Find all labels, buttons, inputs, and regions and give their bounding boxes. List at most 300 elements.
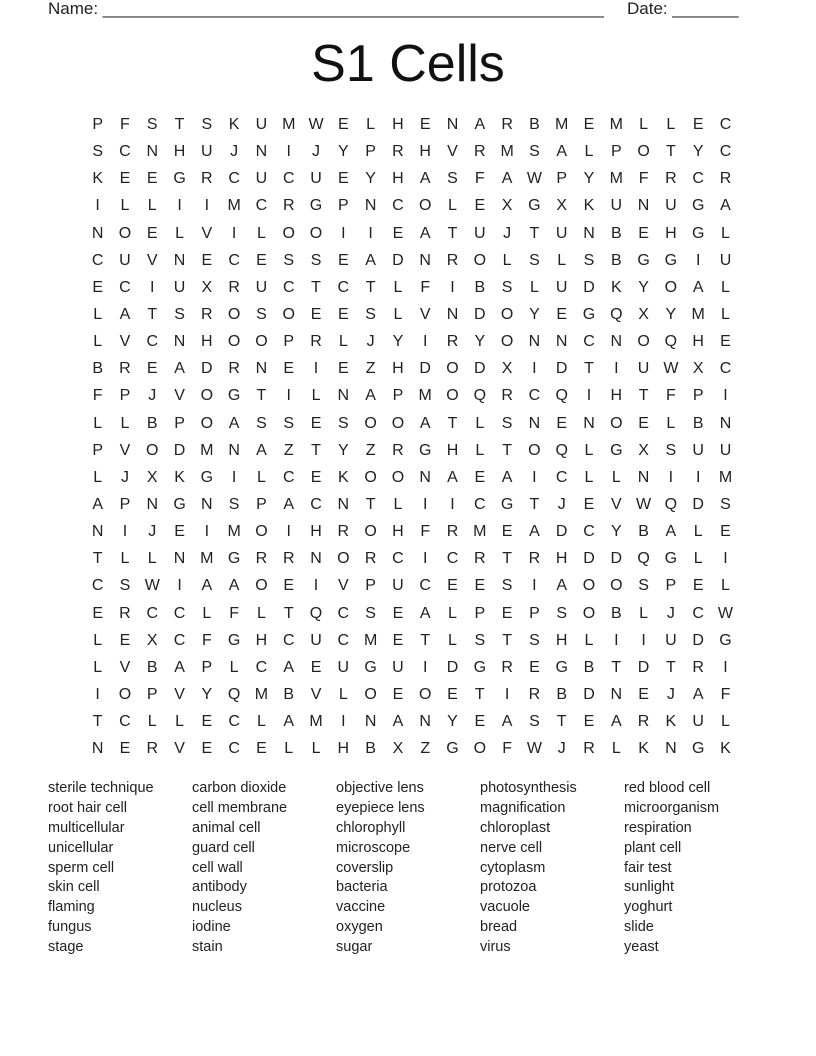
grid-letter: K — [337, 468, 349, 486]
grid-letter: R — [446, 333, 459, 351]
grid-letter: L — [693, 550, 703, 568]
grid-letter: M — [363, 631, 378, 649]
grid-letter: L — [120, 550, 130, 568]
grid-letter: M — [500, 143, 514, 161]
grid-letter: R — [228, 360, 240, 378]
grid-letter: G — [719, 631, 732, 649]
grid-letter: D — [474, 305, 486, 323]
grid-letter: M — [473, 523, 487, 541]
grid-letter: E — [92, 278, 103, 296]
grid-letter: G — [227, 550, 241, 568]
grid-letter: B — [556, 685, 568, 703]
grid-letter: M — [609, 116, 623, 133]
grid-letter: E — [638, 685, 649, 703]
grid-letter: I — [286, 387, 291, 405]
grid-letter: K — [638, 740, 649, 758]
grid-letter: A — [419, 414, 431, 432]
grid-letter: S — [501, 414, 513, 432]
grid-letter: P — [337, 197, 349, 215]
grid-letter: R — [310, 333, 322, 351]
grid-letter: D — [474, 360, 486, 378]
grid-letter: E — [256, 740, 267, 758]
grid-letter: E — [310, 468, 322, 486]
grid-letter: A — [119, 305, 131, 323]
grid-letter: O — [282, 224, 295, 242]
grid-letter: L — [611, 740, 621, 758]
grid-letter: L — [284, 740, 294, 758]
word-list-item: stage — [48, 939, 84, 956]
grid-letter: H — [392, 116, 404, 133]
grid-letter: V — [119, 441, 131, 459]
grid-letter: E — [119, 631, 131, 649]
grid-letter: C — [446, 550, 459, 568]
grid-letter: N — [637, 197, 650, 215]
grid-letter: S — [529, 143, 540, 161]
grid-letter: D — [610, 550, 623, 568]
name-field-label: Name: _____________________________________________________ — [48, 0, 604, 18]
grid-letter: H — [610, 387, 623, 405]
grid-letter: C — [282, 170, 295, 188]
grid-letter: I — [95, 685, 100, 703]
word-list-item: eyepiece lens — [336, 799, 425, 816]
grid-letter: R — [528, 685, 541, 703]
grid-letter: V — [119, 333, 131, 351]
grid-letter: E — [310, 414, 322, 432]
grid-letter: N — [419, 468, 431, 486]
grid-letter: E — [310, 658, 322, 676]
grid-letter: S — [337, 414, 349, 432]
grid-letter: N — [310, 550, 322, 568]
grid-letter: I — [95, 197, 100, 215]
grid-letter: U — [719, 251, 732, 269]
grid-letter: U — [392, 658, 404, 676]
word-list-item: sperm cell — [48, 859, 115, 876]
grid-letter: F — [229, 604, 240, 622]
grid-letter: L — [93, 658, 103, 676]
grid-letter: J — [666, 604, 675, 622]
grid-letter: E — [501, 523, 513, 541]
grid-letter: I — [450, 278, 455, 296]
grid-letter: G — [227, 631, 241, 649]
grid-row — [84, 328, 739, 355]
grid-letter: R — [119, 604, 131, 622]
grid-letter: L — [147, 550, 157, 568]
grid-letter: U — [474, 224, 486, 242]
grid-letter: X — [692, 360, 704, 378]
grid-letter: L — [338, 685, 348, 703]
word-list-column — [480, 779, 624, 958]
grid-letter: S — [119, 577, 131, 595]
grid-letter: L — [120, 414, 130, 432]
grid-letter: T — [92, 550, 103, 568]
grid-letter: R — [474, 550, 486, 568]
grid-letter: B — [638, 523, 649, 541]
grid-letter: O — [664, 278, 678, 296]
grid-letter: Z — [420, 740, 431, 758]
grid-letter: U — [310, 170, 322, 188]
word-list-column — [48, 779, 192, 958]
grid-letter: A — [365, 387, 376, 405]
word-list-item: oxygen — [336, 919, 383, 936]
grid-letter: V — [174, 685, 185, 703]
grid-letter: D — [692, 495, 704, 513]
grid-letter: B — [610, 604, 622, 622]
grid-letter: O — [500, 305, 514, 323]
grid-letter: J — [366, 333, 375, 351]
grid-letter: U — [692, 441, 704, 459]
grid-letter: L — [393, 278, 403, 296]
grid-row — [84, 355, 739, 382]
grid-letter: U — [310, 631, 322, 649]
word-list-item: sugar — [336, 939, 373, 956]
grid-letter: A — [419, 604, 431, 622]
grid-letter: F — [420, 523, 431, 541]
grid-letter: A — [529, 523, 540, 541]
grid-letter: E — [119, 740, 131, 758]
grid-letter: D — [637, 658, 650, 676]
grid-letter: L — [666, 414, 676, 432]
grid-letter: V — [146, 251, 158, 269]
grid-letter: L — [393, 495, 403, 513]
grid-letter: Z — [283, 441, 294, 459]
letter-grid — [84, 111, 739, 762]
grid-letter: H — [201, 333, 213, 351]
grid-letter: W — [526, 740, 542, 758]
grid-letter: O — [418, 197, 432, 215]
word-list-item: chloroplast — [480, 819, 551, 836]
grid-letter: K — [665, 713, 677, 731]
grid-row — [84, 165, 739, 192]
grid-letter: E — [720, 333, 731, 351]
grid-letter: L — [93, 333, 103, 351]
grid-letter: Y — [529, 305, 540, 323]
grid-letter: I — [532, 577, 537, 595]
grid-letter: T — [283, 604, 294, 622]
grid-letter: E — [474, 713, 486, 731]
grid-letter: C — [146, 604, 159, 622]
word-list-item: slide — [624, 919, 654, 936]
grid-letter: R — [692, 658, 704, 676]
grid-letter: C — [719, 143, 732, 161]
grid-letter: C — [119, 713, 131, 731]
grid-letter: T — [556, 713, 567, 731]
grid-letter: O — [118, 224, 132, 242]
grid-letter: R — [665, 170, 677, 188]
word-list-item: coverslip — [336, 859, 394, 876]
grid-letter: T — [474, 685, 485, 703]
grid-letter: C — [282, 468, 295, 486]
grid-letter: I — [286, 143, 291, 161]
grid-letter: X — [638, 305, 649, 323]
grid-letter: O — [391, 414, 405, 432]
grid-letter: O — [364, 685, 377, 703]
grid-letter: U — [255, 170, 268, 188]
grid-letter: E — [392, 604, 404, 622]
word-list-item: root hair cell — [48, 799, 127, 816]
grid-letter: C — [474, 495, 486, 513]
word-list-item: vacuole — [480, 899, 530, 916]
grid-letter: C — [392, 550, 404, 568]
grid-letter: E — [283, 360, 295, 378]
grid-letter: D — [583, 278, 595, 296]
grid-letter: O — [364, 414, 377, 432]
grid-letter: T — [447, 414, 458, 432]
grid-letter: A — [365, 251, 376, 269]
grid-letter: Y — [665, 305, 677, 323]
grid-letter: O — [337, 550, 350, 568]
grid-letter: F — [420, 278, 431, 296]
grid-letter: C — [555, 468, 568, 486]
grid-letter: R — [392, 441, 404, 459]
grid-letter: A — [392, 713, 404, 731]
grid-letter: C — [310, 495, 322, 513]
grid-letter: J — [120, 468, 129, 486]
grid-letter: I — [177, 197, 182, 215]
grid-letter: E — [201, 740, 213, 758]
grid-letter: S — [228, 495, 240, 513]
grid-letter: P — [92, 441, 103, 459]
word-list-item: photosynthesis — [480, 780, 577, 796]
grid-letter: Q — [610, 305, 623, 323]
grid-letter: T — [256, 387, 267, 405]
grid-letter: P — [119, 495, 131, 513]
grid-letter: F — [201, 631, 212, 649]
grid-letter: R — [501, 658, 513, 676]
grid-row — [84, 247, 739, 274]
grid-letter: A — [283, 658, 295, 676]
grid-letter: M — [254, 685, 269, 703]
grid-letter: E — [146, 360, 158, 378]
grid-letter: E — [447, 685, 458, 703]
grid-letter: R — [501, 116, 513, 133]
grid-letter: S — [283, 251, 295, 269]
grid-letter: C — [719, 360, 732, 378]
grid-letter: H — [392, 170, 404, 188]
grid-letter: N — [146, 143, 159, 161]
grid-letter: T — [420, 631, 431, 649]
grid-letter: O — [582, 577, 596, 595]
grid-letter: C — [282, 631, 295, 649]
grid-letter: K — [228, 116, 240, 133]
grid-letter: L — [584, 143, 594, 161]
grid-letter: R — [583, 740, 595, 758]
grid-letter: N — [583, 224, 595, 242]
grid-letter: N — [255, 360, 268, 378]
grid-letter: C — [146, 333, 159, 351]
grid-letter: Q — [555, 387, 568, 405]
grid-letter: E — [119, 170, 131, 188]
grid-letter: K — [610, 278, 622, 296]
grid-letter: S — [310, 251, 322, 269]
grid-letter: O — [610, 414, 623, 432]
word-list-item: sterile technique — [48, 780, 154, 796]
grid-letter: L — [147, 713, 157, 731]
grid-letter: I — [122, 523, 128, 541]
grid-letter: N — [201, 495, 213, 513]
grid-letter: I — [695, 251, 701, 269]
grid-letter: L — [311, 387, 321, 405]
grid-letter: X — [556, 197, 568, 215]
grid-letter: M — [282, 116, 296, 133]
grid-letter: O — [255, 577, 268, 595]
grid-letter: O — [528, 441, 541, 459]
grid-letter: M — [309, 713, 323, 731]
grid-letter: S — [501, 577, 513, 595]
grid-letter: E — [337, 116, 349, 133]
grid-letter: L — [639, 604, 649, 622]
grid-letter: I — [231, 224, 237, 242]
grid-row — [84, 301, 739, 328]
grid-letter: N — [637, 468, 650, 486]
grid-letter: N — [446, 116, 459, 133]
word-list-item: bacteria — [336, 879, 388, 896]
grid-letter: G — [173, 170, 186, 188]
grid-letter: O — [118, 685, 132, 703]
grid-letter: L — [639, 116, 649, 133]
grid-letter: C — [228, 170, 240, 188]
grid-letter: Y — [365, 170, 376, 188]
grid-letter: E — [256, 251, 267, 269]
grid-letter: R — [446, 251, 459, 269]
grid-letter: V — [310, 685, 322, 703]
grid-row — [84, 192, 739, 219]
grid-letter: H — [665, 224, 677, 242]
grid-letter: E — [337, 360, 349, 378]
grid-letter: B — [146, 658, 158, 676]
grid-letter: U — [665, 197, 677, 215]
grid-letter: U — [665, 631, 677, 649]
grid-letter: P — [365, 143, 376, 161]
grid-letter: D — [583, 550, 595, 568]
word-list-column — [624, 779, 768, 958]
grid-letter: T — [447, 224, 458, 242]
word-list-item: objective lens — [336, 780, 424, 796]
word-list-item: respiration — [624, 819, 692, 836]
grid-letter: N — [583, 414, 595, 432]
grid-letter: R — [446, 523, 459, 541]
grid-letter: E — [556, 414, 568, 432]
grid-letter: A — [501, 170, 513, 188]
grid-letter: U — [255, 278, 268, 296]
grid-letter: H — [392, 360, 404, 378]
grid-letter: L — [256, 604, 266, 622]
grid-letter: A — [501, 468, 513, 486]
grid-letter: R — [201, 170, 213, 188]
grid-letter: J — [230, 143, 239, 161]
grid-letter: N — [528, 414, 541, 432]
grid-letter: D — [392, 251, 404, 269]
word-list-item: microscope — [336, 839, 411, 856]
grid-letter: L — [721, 305, 730, 323]
grid-letter: O — [364, 523, 377, 541]
grid-letter: Q — [227, 685, 241, 703]
grid-letter: Q — [309, 604, 323, 622]
grid-letter: E — [146, 224, 158, 242]
grid-letter: R — [719, 170, 732, 188]
grid-letter: X — [146, 468, 158, 486]
grid-letter: S — [529, 713, 540, 731]
grid-letter: R — [337, 523, 350, 541]
grid-letter: H — [692, 333, 704, 351]
grid-row — [84, 518, 739, 545]
grid-row — [84, 600, 739, 627]
grid-letter: C — [719, 116, 732, 133]
grid-letter: Q — [664, 495, 678, 513]
grid-letter: O — [418, 685, 432, 703]
grid-letter: L — [475, 414, 485, 432]
grid-letter: A — [174, 360, 185, 378]
page-title: S1 Cells — [311, 35, 505, 93]
grid-letter: C — [583, 333, 595, 351]
grid-letter: O — [473, 740, 487, 758]
grid-letter: R — [637, 713, 650, 731]
grid-letter: P — [474, 604, 486, 622]
grid-letter: X — [392, 740, 404, 758]
grid-letter: L — [366, 116, 376, 133]
grid-letter: T — [529, 495, 540, 513]
grid-letter: N — [528, 333, 541, 351]
grid-letter: L — [202, 604, 212, 622]
grid-letter: T — [502, 550, 512, 568]
grid-letter: L — [721, 224, 730, 242]
grid-letter: G — [446, 740, 459, 758]
grid-letter: I — [422, 495, 428, 513]
grid-letter: G — [500, 495, 514, 513]
grid-letter: Y — [583, 170, 595, 188]
grid-letter: B — [92, 360, 103, 378]
grid-row — [84, 111, 739, 138]
grid-letter: N — [610, 685, 623, 703]
grid-letter: S — [146, 116, 158, 133]
grid-letter: W — [308, 116, 324, 133]
grid-letter: F — [474, 170, 485, 188]
grid-letter: A — [665, 523, 677, 541]
grid-letter: O — [582, 604, 596, 622]
grid-row — [84, 382, 739, 409]
grid-letter: W — [144, 577, 160, 595]
grid-letter: E — [392, 631, 404, 649]
grid-letter: G — [418, 441, 432, 459]
grid-letter: G — [691, 740, 705, 758]
grid-letter: I — [313, 577, 319, 595]
grid-letter: G — [227, 387, 241, 405]
grid-letter: T — [611, 658, 622, 676]
grid-letter: F — [720, 685, 731, 703]
grid-letter: Q — [473, 387, 487, 405]
grid-letter: J — [557, 740, 566, 758]
grid-letter: D — [555, 360, 568, 378]
grid-letter: P — [174, 414, 185, 432]
grid-letter: S — [556, 604, 568, 622]
grid-letter: F — [120, 116, 130, 133]
grid-letter: L — [448, 631, 457, 649]
grid-letter: I — [422, 333, 428, 351]
grid-row — [84, 410, 739, 437]
grid-letter: E — [337, 170, 349, 188]
grid-letter: I — [723, 387, 728, 405]
grid-letter: A — [501, 713, 513, 731]
grid-letter: I — [723, 550, 728, 568]
grid-letter: Y — [337, 143, 349, 161]
grid-letter: L — [666, 116, 676, 133]
grid-letter: N — [173, 333, 186, 351]
grid-letter: A — [92, 495, 103, 513]
grid-letter: T — [147, 305, 158, 323]
word-list-item: iodine — [192, 919, 231, 936]
grid-letter: C — [173, 631, 186, 649]
grid-letter: X — [501, 360, 513, 378]
word-list-item: carbon dioxide — [192, 780, 287, 796]
